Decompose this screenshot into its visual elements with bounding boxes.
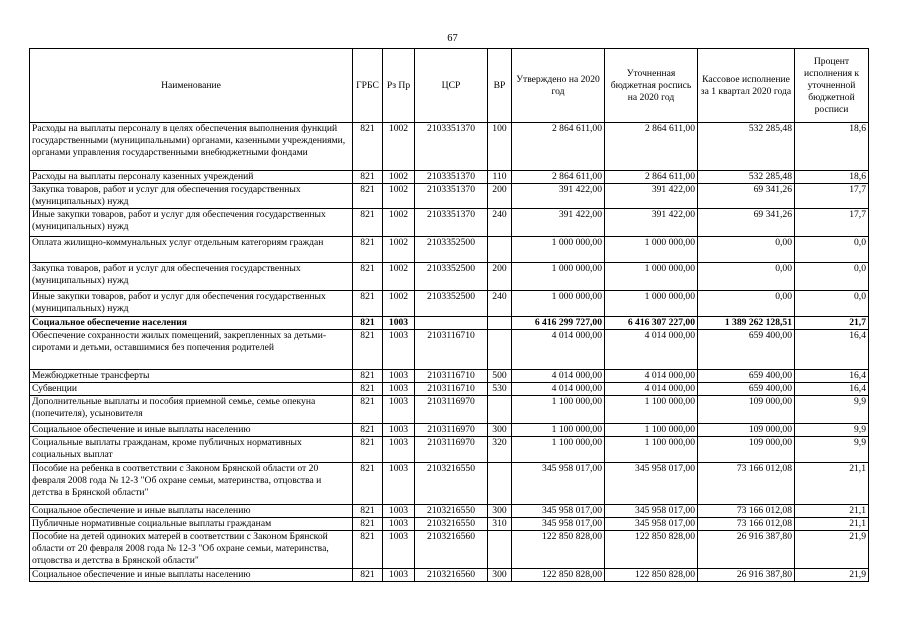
- cell-vr: 240: [488, 291, 512, 317]
- cell-csr: 2103216560: [415, 569, 488, 582]
- cell-vr: [488, 330, 512, 370]
- cell-percent: 16,4: [795, 370, 869, 383]
- table-row: [30, 505, 869, 518]
- header-cash: Кассовое исполнение за 1 квартал 2020 года: [698, 49, 795, 123]
- cell-cash: 109 000,00: [698, 437, 795, 463]
- cell-approved: 391 422,00: [512, 209, 605, 237]
- cell-approved: 2 864 611,00: [512, 171, 605, 184]
- cell-approved: 1 000 000,00: [512, 291, 605, 317]
- cell-name: Дополнительные выплаты и пособия приемной семье, семье опекуна (попечителя), усыновителя: [30, 396, 353, 424]
- cell-rzpr: 1003: [383, 370, 415, 383]
- cell-approved: 122 850 828,00: [512, 531, 605, 569]
- table-row: [30, 317, 869, 330]
- table-row: [30, 123, 869, 171]
- header-vr: ВР: [488, 49, 512, 123]
- cell-csr: 2103351370: [415, 171, 488, 184]
- cell-rzpr: 1003: [383, 383, 415, 396]
- cell-refined: 4 014 000,00: [605, 370, 698, 383]
- cell-rzpr: 1002: [383, 209, 415, 237]
- cell-refined: 4 014 000,00: [605, 330, 698, 370]
- cell-cash: 659 400,00: [698, 370, 795, 383]
- budget-execution-table: [29, 48, 869, 582]
- cell-percent: 9,9: [795, 437, 869, 463]
- cell-approved: 1 100 000,00: [512, 396, 605, 424]
- cell-approved: 6 416 299 727,00: [512, 317, 605, 330]
- cell-rzpr: 1002: [383, 263, 415, 291]
- cell-grbs: 821: [353, 463, 383, 505]
- cell-rzpr: 1003: [383, 317, 415, 330]
- table-row: [30, 291, 869, 317]
- cell-refined: 345 958 017,00: [605, 505, 698, 518]
- cell-vr: 310: [488, 518, 512, 531]
- cell-refined: 2 864 611,00: [605, 123, 698, 171]
- cell-refined: 2 864 611,00: [605, 171, 698, 184]
- cell-rzpr: 1003: [383, 424, 415, 437]
- cell-cash: 0,00: [698, 291, 795, 317]
- cell-csr: 2103216560: [415, 531, 488, 569]
- cell-name: Социальное обеспечение и иные выплаты населению: [30, 424, 353, 437]
- cell-vr: 300: [488, 424, 512, 437]
- cell-approved: 4 014 000,00: [512, 383, 605, 396]
- cell-csr: 2103216550: [415, 505, 488, 518]
- cell-grbs: 821: [353, 505, 383, 518]
- cell-vr: [488, 463, 512, 505]
- cell-cash: 532 285,48: [698, 171, 795, 184]
- cell-csr: 2103216550: [415, 518, 488, 531]
- cell-vr: [488, 396, 512, 424]
- table-row: [30, 424, 869, 437]
- cell-name: Расходы на выплаты персоналу казенных учреждений: [30, 171, 353, 184]
- cell-cash: 69 341,26: [698, 184, 795, 209]
- cell-cash: 26 916 387,80: [698, 569, 795, 582]
- page-number: 67: [447, 33, 458, 44]
- cell-cash: 0,00: [698, 237, 795, 263]
- cell-approved: 391 422,00: [512, 184, 605, 209]
- cell-grbs: 821: [353, 317, 383, 330]
- cell-cash: 659 400,00: [698, 383, 795, 396]
- cell-grbs: 821: [353, 184, 383, 209]
- cell-refined: 345 958 017,00: [605, 518, 698, 531]
- cell-percent: 0,0: [795, 291, 869, 317]
- table-row: [30, 531, 869, 569]
- cell-approved: 4 014 000,00: [512, 370, 605, 383]
- cell-percent: 0,0: [795, 237, 869, 263]
- cell-rzpr: 1002: [383, 291, 415, 317]
- cell-refined: 1 000 000,00: [605, 237, 698, 263]
- cell-vr: [488, 237, 512, 263]
- cell-rzpr: 1002: [383, 171, 415, 184]
- cell-approved: 345 958 017,00: [512, 505, 605, 518]
- cell-refined: 1 100 000,00: [605, 437, 698, 463]
- cell-percent: 17,7: [795, 209, 869, 237]
- table-row: [30, 171, 869, 184]
- cell-rzpr: 1003: [383, 531, 415, 569]
- header-grbs: ГРБС: [353, 49, 383, 123]
- cell-csr: 2103351370: [415, 209, 488, 237]
- cell-name: Расходы на выплаты персоналу в целях обеспечения выполнения функций государственными (муниципальными) органами, казенными учреждениями, органами управления государственными внебюджетными фондами: [30, 123, 353, 171]
- cell-percent: 16,4: [795, 330, 869, 370]
- cell-grbs: 821: [353, 171, 383, 184]
- cell-vr: [488, 531, 512, 569]
- table-row: [30, 330, 869, 370]
- cell-cash: 69 341,26: [698, 209, 795, 237]
- cell-percent: 0,0: [795, 263, 869, 291]
- cell-name: Социальное обеспечение и иные выплаты населению: [30, 505, 353, 518]
- cell-cash: 109 000,00: [698, 396, 795, 424]
- cell-name: Социальное обеспечение и иные выплаты населению: [30, 569, 353, 582]
- cell-refined: 391 422,00: [605, 184, 698, 209]
- table-row: [30, 437, 869, 463]
- cell-csr: [415, 317, 488, 330]
- cell-vr: 300: [488, 569, 512, 582]
- header-name: Наименование: [30, 49, 353, 123]
- cell-cash: 26 916 387,80: [698, 531, 795, 569]
- cell-percent: 16,4: [795, 383, 869, 396]
- table-row: [30, 370, 869, 383]
- cell-percent: 9,9: [795, 424, 869, 437]
- cell-name: Социальные выплаты гражданам, кроме публичных нормативных социальных выплат: [30, 437, 353, 463]
- cell-percent: 21,1: [795, 505, 869, 518]
- cell-rzpr: 1003: [383, 463, 415, 505]
- cell-rzpr: 1003: [383, 396, 415, 424]
- header-approved: Утверждено на 2020 год: [512, 49, 605, 123]
- cell-name: Межбюджетные трансферты: [30, 370, 353, 383]
- cell-grbs: 821: [353, 396, 383, 424]
- cell-cash: 73 166 012,08: [698, 463, 795, 505]
- cell-rzpr: 1002: [383, 184, 415, 209]
- cell-grbs: 821: [353, 531, 383, 569]
- cell-csr: 2103116970: [415, 396, 488, 424]
- cell-percent: 9,9: [795, 396, 869, 424]
- cell-grbs: 821: [353, 263, 383, 291]
- cell-csr: 2103116710: [415, 383, 488, 396]
- cell-cash: 1 389 262 128,51: [698, 317, 795, 330]
- cell-vr: 300: [488, 505, 512, 518]
- table-row: [30, 518, 869, 531]
- cell-name: Иные закупки товаров, работ и услуг для обеспечения государственных (муниципальных) нужд: [30, 209, 353, 237]
- cell-cash: 109 000,00: [698, 424, 795, 437]
- cell-csr: 2103116710: [415, 370, 488, 383]
- cell-refined: 122 850 828,00: [605, 569, 698, 582]
- cell-rzpr: 1003: [383, 569, 415, 582]
- cell-rzpr: 1003: [383, 330, 415, 370]
- cell-csr: 2103352500: [415, 263, 488, 291]
- cell-refined: 4 014 000,00: [605, 383, 698, 396]
- cell-rzpr: 1002: [383, 123, 415, 171]
- header-rzpr: Рз Пр: [383, 49, 415, 123]
- cell-csr: 2103351370: [415, 184, 488, 209]
- cell-cash: 532 285,48: [698, 123, 795, 171]
- cell-grbs: 821: [353, 569, 383, 582]
- cell-approved: 345 958 017,00: [512, 518, 605, 531]
- cell-vr: 200: [488, 184, 512, 209]
- cell-name: Пособие на ребенка в соответствии с Законом Брянской области от 20 февраля 2008 года № 12-З "Об охране семьи, материнства, отцовства и детства в Брянской области": [30, 463, 353, 505]
- cell-refined: 6 416 307 227,00: [605, 317, 698, 330]
- cell-rzpr: 1003: [383, 518, 415, 531]
- table-row: [30, 396, 869, 424]
- cell-grbs: 821: [353, 424, 383, 437]
- cell-csr: 2103351370: [415, 123, 488, 171]
- cell-name: Иные закупки товаров, работ и услуг для обеспечения государственных (муниципальных) нужд: [30, 291, 353, 317]
- cell-refined: 1 000 000,00: [605, 291, 698, 317]
- cell-csr: 2103116970: [415, 424, 488, 437]
- cell-approved: 4 014 000,00: [512, 330, 605, 370]
- cell-percent: 21,9: [795, 531, 869, 569]
- cell-grbs: 821: [353, 370, 383, 383]
- cell-name: Закупка товаров, работ и услуг для обеспечения государственных (муниципальных) нужд: [30, 184, 353, 209]
- cell-name: Социальное обеспечение населения: [30, 317, 353, 330]
- cell-csr: 2103216550: [415, 463, 488, 505]
- cell-vr: 200: [488, 263, 512, 291]
- table-row: [30, 209, 869, 237]
- cell-approved: 1 000 000,00: [512, 237, 605, 263]
- cell-rzpr: 1003: [383, 437, 415, 463]
- cell-approved: 1 100 000,00: [512, 424, 605, 437]
- cell-rzpr: 1002: [383, 237, 415, 263]
- table-header: [30, 49, 869, 123]
- cell-csr: 2103116970: [415, 437, 488, 463]
- cell-approved: 1 100 000,00: [512, 437, 605, 463]
- cell-vr: 530: [488, 383, 512, 396]
- table-row: [30, 463, 869, 505]
- cell-csr: 2103352500: [415, 237, 488, 263]
- cell-name: Обеспечение сохранности жилых помещений, закрепленных за детьми-сиротами и детьми, оставшимися без попечения родителей: [30, 330, 353, 370]
- cell-grbs: 821: [353, 237, 383, 263]
- cell-percent: 21,1: [795, 463, 869, 505]
- cell-percent: 18,6: [795, 123, 869, 171]
- cell-vr: 240: [488, 209, 512, 237]
- table-body: [30, 123, 869, 582]
- cell-refined: 345 958 017,00: [605, 463, 698, 505]
- cell-refined: 122 850 828,00: [605, 531, 698, 569]
- cell-name: Субвенции: [30, 383, 353, 396]
- table-row: [30, 184, 869, 209]
- cell-percent: 21,7: [795, 317, 869, 330]
- cell-vr: [488, 317, 512, 330]
- header-percent: Процент исполнения к уточненной бюджетной росписи: [795, 49, 869, 123]
- cell-vr: 100: [488, 123, 512, 171]
- cell-grbs: 821: [353, 291, 383, 317]
- cell-cash: 73 166 012,08: [698, 505, 795, 518]
- cell-refined: 1 100 000,00: [605, 396, 698, 424]
- cell-name: Закупка товаров, работ и услуг для обеспечения государственных (муниципальных) нужд: [30, 263, 353, 291]
- cell-vr: 110: [488, 171, 512, 184]
- cell-grbs: 821: [353, 437, 383, 463]
- table-row: [30, 237, 869, 263]
- cell-refined: 391 422,00: [605, 209, 698, 237]
- cell-cash: 659 400,00: [698, 330, 795, 370]
- cell-grbs: 821: [353, 330, 383, 370]
- cell-refined: 1 100 000,00: [605, 424, 698, 437]
- cell-approved: 2 864 611,00: [512, 123, 605, 171]
- cell-cash: 73 166 012,08: [698, 518, 795, 531]
- cell-grbs: 821: [353, 123, 383, 171]
- cell-vr: 320: [488, 437, 512, 463]
- cell-grbs: 821: [353, 209, 383, 237]
- cell-percent: 17,7: [795, 184, 869, 209]
- cell-cash: 0,00: [698, 263, 795, 291]
- cell-percent: 18,6: [795, 171, 869, 184]
- cell-grbs: 821: [353, 518, 383, 531]
- table-row: [30, 263, 869, 291]
- cell-name: Публичные нормативные социальные выплаты гражданам: [30, 518, 353, 531]
- table-row: [30, 569, 869, 582]
- table-row: [30, 383, 869, 396]
- cell-vr: 500: [488, 370, 512, 383]
- cell-percent: 21,1: [795, 518, 869, 531]
- cell-name: Пособие на детей одиноких матерей в соответствии с Законом Брянской области от 20 февраля 2008 года № 12-З "Об охране семьи, материнства, отцовства и детства в Брянской области": [30, 531, 353, 569]
- cell-name: Оплата жилищно-коммунальных услуг отдельным категориям граждан: [30, 237, 353, 263]
- cell-csr: 2103116710: [415, 330, 488, 370]
- cell-refined: 1 000 000,00: [605, 263, 698, 291]
- cell-csr: 2103352500: [415, 291, 488, 317]
- cell-percent: 21,9: [795, 569, 869, 582]
- cell-grbs: 821: [353, 383, 383, 396]
- cell-approved: 1 000 000,00: [512, 263, 605, 291]
- cell-rzpr: 1003: [383, 505, 415, 518]
- header-csr: ЦСР: [415, 49, 488, 123]
- header-refined: Уточненная бюджетная роспись на 2020 год: [605, 49, 698, 123]
- cell-approved: 345 958 017,00: [512, 463, 605, 505]
- cell-approved: 122 850 828,00: [512, 569, 605, 582]
